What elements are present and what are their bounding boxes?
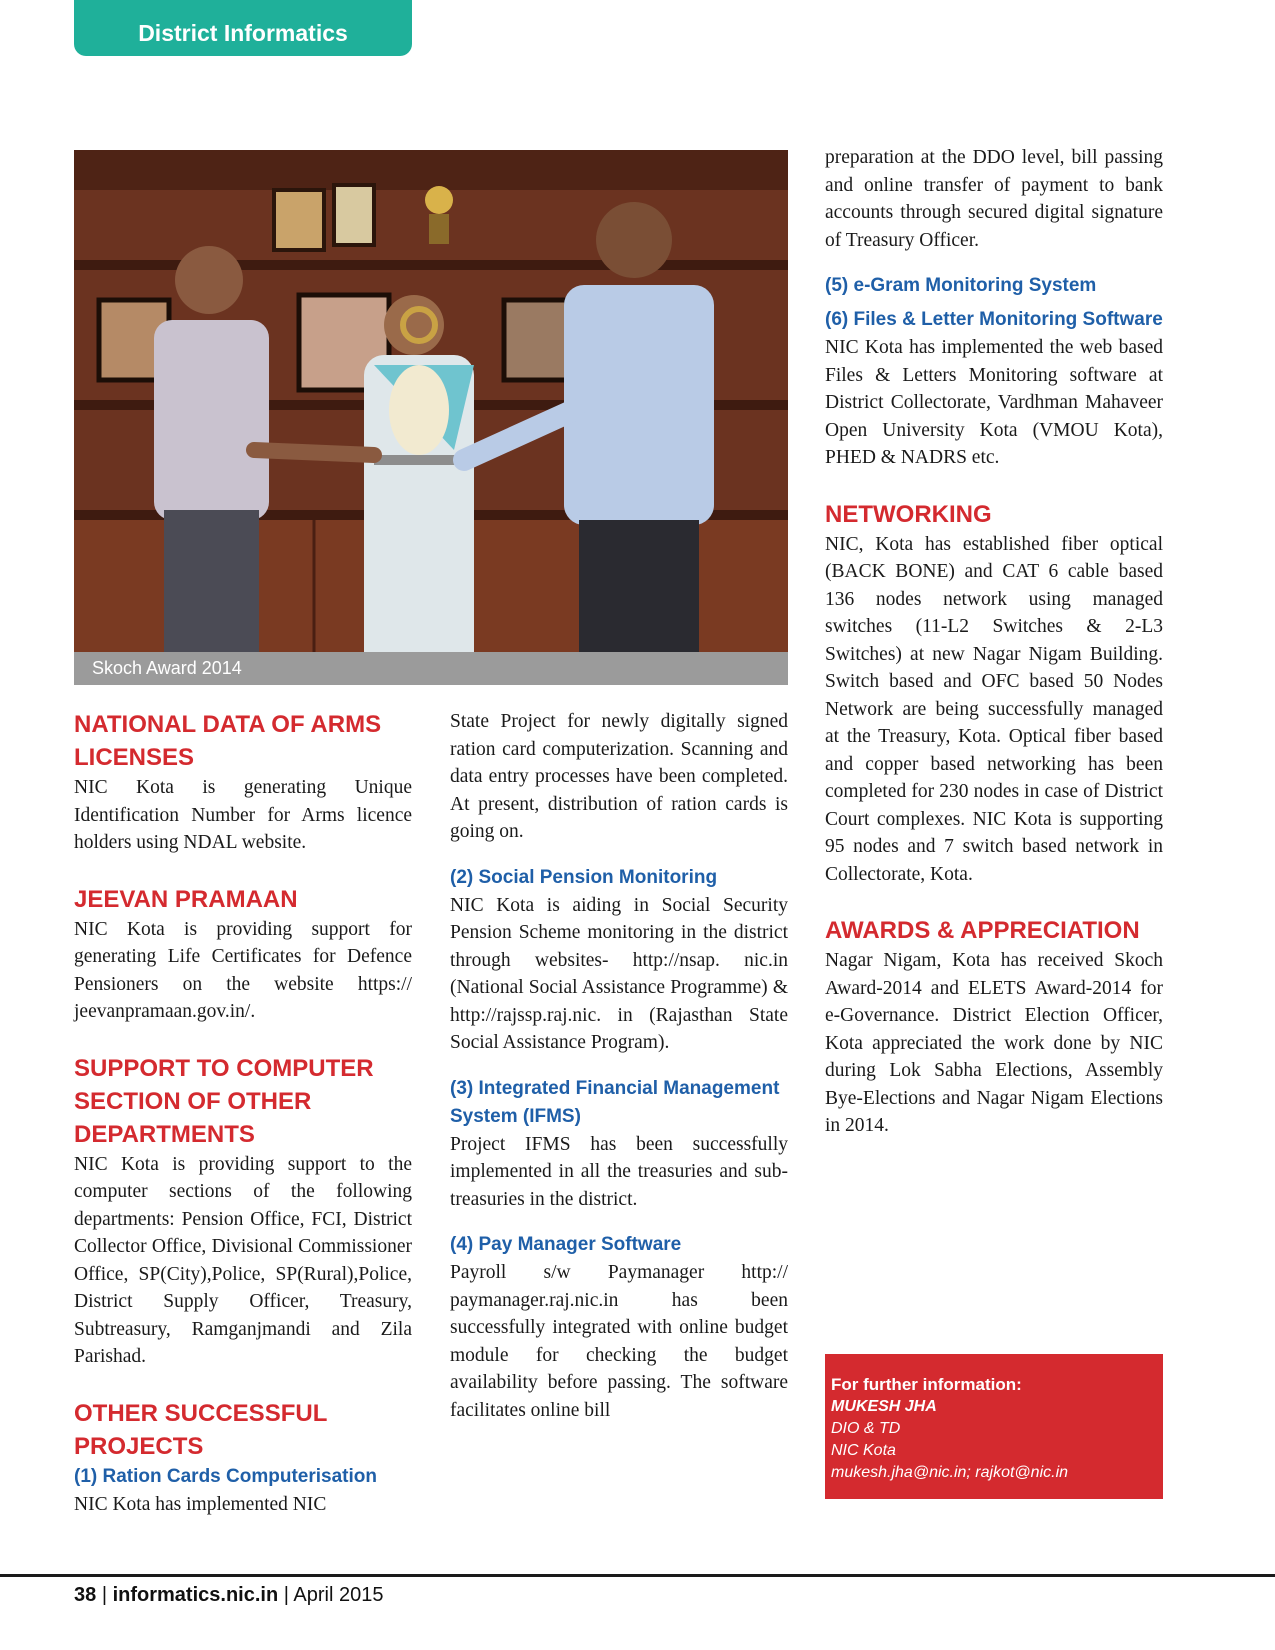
heading-other-projects: OTHER SUCCESSFUL PROJECTS [74,1399,327,1460]
footer-rule [0,1574,1275,1577]
footer-separator-1: | [101,1584,108,1606]
heading-awards: AWARDS & APPRECIATION [825,917,1140,944]
column-2 [450,708,788,1424]
contact-info-box [825,1354,1163,1499]
heading-networking: NETWORKING [825,500,992,528]
page-number: 38 [74,1584,97,1606]
para-pay-manager-cont: preparation at the DDO level, bill passing and online transfer of payment to bank accounts through secured digital signature of Treasury Officer. [825,147,1163,251]
para-networking: NIC, Kota has established fiber optical (BACK BONE) and CAT 6 cable based 136 nodes network using managed switches (11-L2 Switches & 2-L3 Switches) at new Nagar Nigam Building. Switch based and OFC based 50 Nodes Network are being successfully managed at the Treasury, Kota. Optical fiber based and copper based networking has been completed for 230 nodes in case of District Court complexes. NIC Kota is supporting 95 nodes and 7 switch based network in Collectorate, Kota. [825,533,1163,885]
para-awards: Nagar Nigam, Kota has received Skoch Award-2014 and ELETS Award-2014 for e-Governance. District Election Officer, Kota appreciated the work done by NIC during Lok Sabha Elections, Assembly Bye-Elections and Nagar Nigam Elections in 2014. [825,950,1163,1136]
para-ifms: Project IFMS has been successfully implemented in all the treasuries and sub-treasuries in the district. [450,1133,788,1210]
contact-name: MUKESH JHA [831,1398,937,1415]
para-ration-cards-start: NIC Kota has implemented NIC [74,1493,327,1515]
award-photo [74,150,788,684]
para-ration-cards-cont: State Project for newly digitally signed ration card computerization. Scanning and data entry processes have been completed. At present, distribution of ration cards is going on. [450,711,788,842]
column-1 [74,708,412,1518]
subheading-files-letter: (6) Files & Letter Monitoring Software [825,309,1163,330]
column-3 [825,144,1163,1140]
subheading-ration-cards: (1) Ration Cards Computerisation [74,1465,377,1487]
para-ndal: NIC Kota is generating Unique Identification Number for Arms licence holders using NDAL website. [74,777,412,853]
footer-issue: April 2015 [293,1584,384,1606]
para-files-letter: NIC Kota has implemented the web based Files & Letters Monitoring software at District Collectorate, Vardhman Mahaveer Open University Kota (VMOU Kota), PHED & NADRS etc. [825,337,1163,468]
section-tab [74,0,412,56]
section-tab-label: District Informatics [138,20,348,46]
subheading-pay-manager: (4) Pay Manager Software [450,1234,682,1255]
heading-ndal: NATIONAL DATA OF ARMS LICENSES [74,711,382,771]
contact-title: For further information: [831,1375,1022,1394]
contact-role: DIO & TD [831,1420,901,1437]
heading-jeevan-pramaan: JEEVAN PRAMAAN [74,885,298,913]
para-social-pension: NIC Kota is aiding in Social Security Pension Scheme monitoring in the district through websites- http://nsap. nic.in (National Social Assistance Programme) & http://rajssp.raj.nic. in (Rajasthan State Social Assistance Program). [450,894,788,1053]
footer-site: informatics.nic.in [112,1584,279,1606]
page-footer [74,1582,383,1608]
subheading-social-pension: (2) Social Pension Monitoring [450,866,718,888]
subheading-egram: (5) e-Gram Monitoring System [825,275,1097,296]
para-support: NIC Kota is providing support to the computer sections of the following departments: Pension Office, FCI, District Collector Office, Divisional Commissioner Office, SP(City),Police, SP(Rural),Police, District Supply Officer, Treasury, Subtreasury, Ramganjmandi and Zila Parishad. [74,1153,412,1367]
subheading-ifms: (3) Integrated Financial Management System (IFMS) [450,1077,780,1127]
para-jeevan-pramaan: NIC Kota is providing support for generating Life Certificates for Defence Pensioners on the website https:// jeevanpramaan.gov.in/. [74,918,412,1022]
photo-caption: Skoch Award 2014 [74,652,788,685]
footer-separator-2: | [283,1584,289,1606]
contact-email: mukesh.jha@nic.in; rajkot@nic.in [831,1464,1069,1481]
heading-support: SUPPORT TO COMPUTER SECTION OF OTHER DEPARTMENTS [74,1054,374,1148]
contact-org: NIC Kota [831,1442,896,1459]
para-pay-manager-start: Payroll s/w Paymanager http:// paymanager.raj.nic.in has been successfully integrated with online budget module for checking the budget availability before passing. The software facilitates online bill [450,1262,788,1421]
